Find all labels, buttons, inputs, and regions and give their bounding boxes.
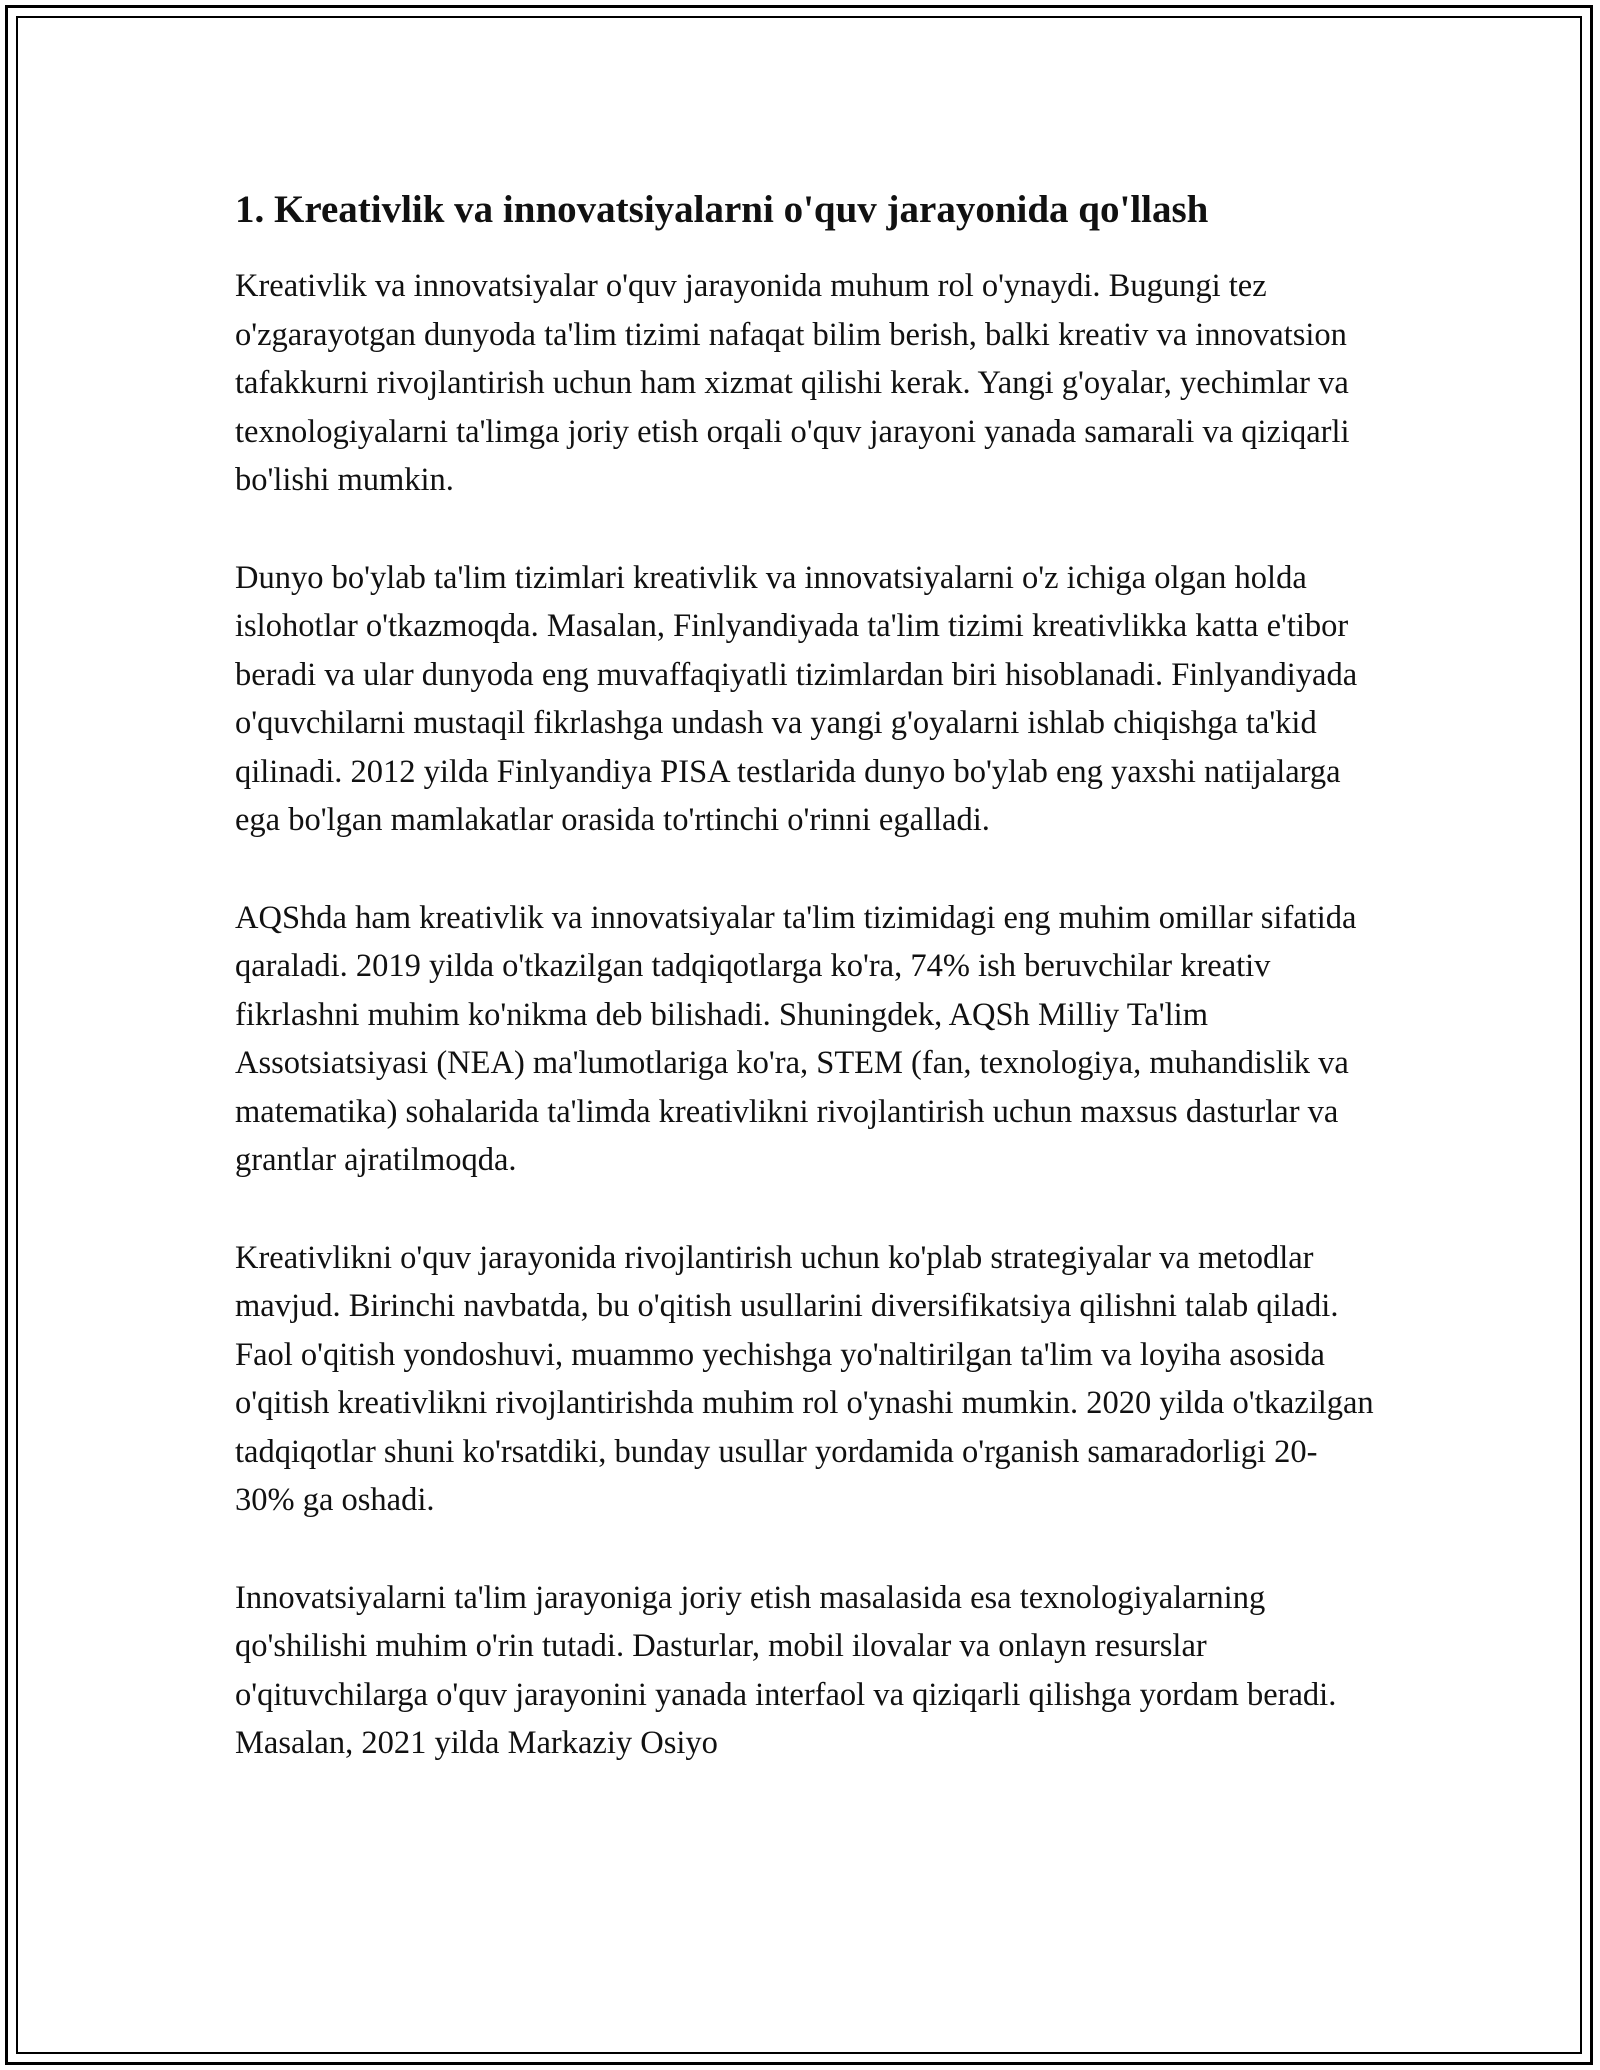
paragraph-usa: AQShda ham kreativlik va innovatsiyalar ta'lim tizimidagi eng muhim omillar sifatida qaraladi. 2019 yilda o'tkazilgan tadqiqotlarga ko'ra, 74% ish beruvchilar kreativ fikrlashni muhim ko'nikma deb bilishadi. Shuningdek, AQSh Milliy Ta'lim Assotsiatsiyasi (NEA) ma'lumotlariga ko'ra, STEM (fan, texnologiya, muhandislik va matematika) sohalarida ta'limda kreativlikni rivojlantirish uchun maxsus dasturlar va grantlar ajratilmoqda.	[235, 899, 1357, 1178]
paragraph-strategies: Kreativlikni o'quv jarayonida rivojlantirish uchun ko'plab strategiyalar va metodlar mavjud. Birinchi navbatda, bu o'qitish usullarini diversifikatsiya qilishni talab qiladi. Faol o'qitish yondoshuvi, muammo yechishga yo'naltirilgan ta'lim va loyiha asosida o'qitish kreativlikni rivojlantirishda muhim rol o'ynashi mumkin. 2020 yilda o'tkazilgan tadqiqotlar shuni ko'rsatdiki, bunday usullar yordamida o'rganish samaradorligi 20-30% ga oshadi.	[235, 1239, 1374, 1518]
section-heading: 1. Kreativlik va innovatsiyalarni o'quv jarayonida qo'llash	[235, 188, 1209, 231]
paragraph-technologies: Innovatsiyalarni ta'lim jarayoniga joriy etish masalasida esa texnologiyalarning qo'shilishi muhim o'rin tutadi. Dasturlar, mobil ilovalar va onlayn resurslar o'qituvchilarga o'quv jarayonini yanada interfaol va qiziqarli qilishga yordam beradi. Masalan, 2021 yilda Markaziy Osiyo	[235, 1579, 1337, 1761]
document-body	[235, 186, 1375, 1817]
paragraph-intro: Kreativlik va innovatsiyalar o'quv jarayonida muhum rol o'ynaydi. Bugungi tez o'zgarayotgan dunyoda ta'lim tizimi nafaqat bilim berish, balki kreativ va innovatsion tafakkurni rivojlantirish uchun ham xizmat qilishi kerak. Yangi g'oyalar, yechimlar va texnologiyalarni ta'limga joriy etish orqali o'quv jarayoni yanada samarali va qiziqarli bo'lishi mumkin.	[235, 268, 1350, 498]
paragraph-world-reforms: Dunyo bo'ylab ta'lim tizimlari kreativlik va innovatsiyalarni o'z ichiga olgan holda islohotlar o'tkazmoqda. Masalan, Finlyandiyada ta'lim tizimi kreativlikka katta e'tibor beradi va ular dunyoda eng muvaffaqiyatli tizimlardan biri hisoblanadi. Finlyandiyada o'quvchilarni mustaqil fikrlashga undash va yangi g'oyalarni ishlab chiqishga ta'kid qilinadi. 2012 yilda Finlyandiya PISA testlarida dunyo bo'ylab eng yaxshi natijalarga ega bo'lgan mamlakatlar orasida to'rtinchi o'rinni egalladi.	[235, 559, 1358, 838]
